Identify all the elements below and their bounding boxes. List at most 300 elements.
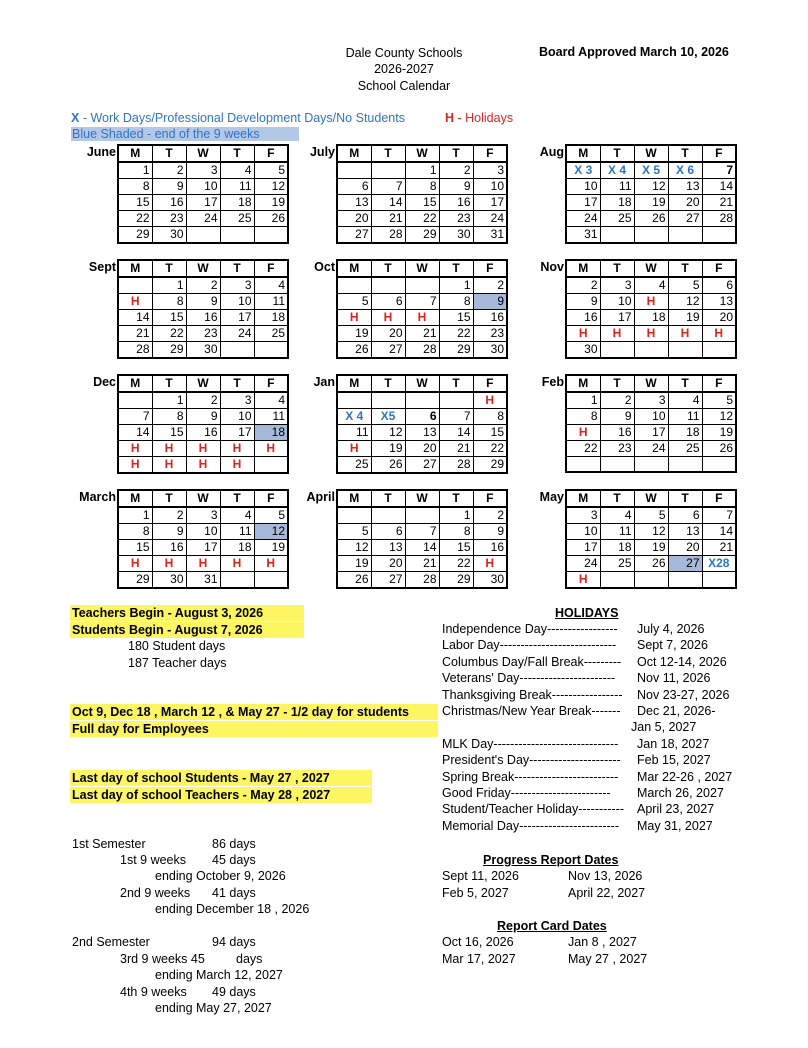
board-approved: Board Approved March 10, 2026 (539, 45, 729, 59)
semester1-label: 1st Semester (72, 837, 146, 851)
holiday-date: May 31, 2027 (637, 818, 713, 833)
day-cell: H (186, 556, 220, 572)
day-cell: 15 (439, 540, 473, 556)
weekday-header: W (405, 375, 439, 392)
day-cell: 14 (702, 524, 736, 540)
day-cell: H (186, 457, 220, 474)
weekday-header: M (118, 145, 152, 162)
day-cell (371, 277, 405, 294)
weekday-header: M (337, 375, 371, 392)
q4-label: 4th 9 weeks (120, 985, 187, 999)
month-table (336, 374, 508, 474)
day-cell (337, 277, 371, 294)
day-cell: 13 (668, 524, 702, 540)
weekday-header: T (220, 260, 254, 277)
day-cell: H (118, 457, 152, 474)
day-cell: 29 (152, 342, 186, 359)
day-cell: 19 (702, 425, 736, 441)
day-cell: 9 (186, 409, 220, 425)
holiday-date: July 4, 2026 (637, 622, 705, 636)
semester2-label: 2nd Semester (72, 935, 150, 949)
day-cell: 24 (186, 211, 220, 227)
day-cell: H (220, 457, 254, 474)
day-cell (220, 227, 254, 244)
day-cell: H (118, 294, 152, 310)
day-cell: H (152, 441, 186, 457)
day-cell: 21 (405, 556, 439, 572)
day-cell: 16 (473, 310, 507, 326)
day-cell: 29 (439, 572, 473, 589)
day-cell (220, 572, 254, 589)
weekday-header: M (566, 490, 600, 507)
day-cell: 28 (439, 457, 473, 474)
holiday-date: Dec 21, 2026- (637, 704, 716, 718)
weekday-header: T (668, 145, 702, 162)
weekday-header: T (220, 490, 254, 507)
day-cell (371, 392, 405, 409)
weekday-header: F (702, 375, 736, 392)
day-cell: 3 (473, 162, 507, 179)
day-cell: 21 (405, 326, 439, 342)
day-cell (634, 457, 668, 472)
day-cell: 30 (439, 227, 473, 244)
day-cell: 30 (473, 572, 507, 589)
day-cell: 21 (371, 211, 405, 227)
month-table (336, 144, 508, 244)
day-cell: 11 (220, 524, 254, 540)
day-cell (371, 507, 405, 524)
day-cell: 11 (600, 179, 634, 195)
day-cell: 26 (254, 211, 288, 227)
day-cell: 22 (152, 326, 186, 342)
weekday-header: F (473, 490, 507, 507)
day-cell: 16 (439, 195, 473, 211)
month-label: July (309, 145, 335, 159)
day-cell: 2 (186, 277, 220, 294)
day-cell: 29 (118, 227, 152, 244)
day-cell (371, 162, 405, 179)
weekday-header: F (254, 490, 288, 507)
weekday-header: M (337, 260, 371, 277)
day-cell: 12 (668, 294, 702, 310)
day-cell: 17 (566, 195, 600, 211)
day-cell: 5 (337, 524, 371, 540)
day-cell: 14 (439, 425, 473, 441)
day-cell (405, 277, 439, 294)
day-cell: 5 (702, 392, 736, 409)
day-cell: H (473, 556, 507, 572)
day-cell: 30 (152, 572, 186, 589)
holiday-name: MLK Day------------------------------ (442, 736, 619, 751)
holiday-name: Columbus Day/Fall Break--------- (442, 654, 622, 669)
day-cell: 25 (600, 211, 634, 227)
day-cell (600, 227, 634, 244)
day-cell: 22 (439, 556, 473, 572)
day-cell: 18 (254, 310, 288, 326)
day-cell: 17 (473, 195, 507, 211)
day-cell: 15 (152, 425, 186, 441)
day-cell: 19 (254, 540, 288, 556)
day-cell: 6 (371, 294, 405, 310)
day-cell: 3 (566, 507, 600, 524)
day-cell: H (337, 310, 371, 326)
weekday-header: T (600, 145, 634, 162)
day-cell: 25 (668, 441, 702, 457)
day-cell: 18 (634, 310, 668, 326)
day-cell (186, 227, 220, 244)
day-cell: 20 (371, 556, 405, 572)
weekday-header: M (566, 375, 600, 392)
day-cell: 26 (337, 572, 371, 589)
day-cell: H (371, 310, 405, 326)
day-cell: 3 (220, 392, 254, 409)
day-cell: 11 (668, 409, 702, 425)
weekday-header: T (668, 490, 702, 507)
day-cell: 25 (337, 457, 371, 474)
q2-days: 41 days (212, 886, 256, 900)
day-cell: 25 (220, 211, 254, 227)
day-cell: 7 (405, 524, 439, 540)
q3-end: ending March 12, 2027 (155, 968, 283, 982)
holiday-date: March 26, 2027 (637, 786, 724, 800)
day-cell: H (566, 425, 600, 441)
month-table (117, 374, 289, 474)
holiday-name: Memorial Day------------------------ (442, 818, 620, 833)
day-cell: 9 (473, 524, 507, 540)
legend-shaded: Blue Shaded - end of the 9 weeks (71, 127, 299, 141)
day-cell: 23 (473, 326, 507, 342)
day-cell: 24 (220, 326, 254, 342)
day-cell: H (566, 326, 600, 342)
weekday-header: T (371, 145, 405, 162)
holiday-name: Thanksgiving Break----------------- (442, 687, 623, 702)
day-cell (634, 572, 668, 589)
day-cell: 1 (566, 392, 600, 409)
day-cell (668, 227, 702, 244)
day-cell: 6 (668, 507, 702, 524)
month-table (565, 144, 737, 244)
day-cell: 8 (118, 524, 152, 540)
day-cell: H (186, 441, 220, 457)
day-cell: 9 (152, 179, 186, 195)
day-cell: X 5 (634, 162, 668, 179)
month-label: June (86, 145, 116, 159)
progress-date-1: Sept 11, 2026 (442, 869, 519, 883)
day-cell (668, 457, 702, 472)
last-day-students: Last day of school Students - May 27 , 2027 (70, 770, 372, 786)
day-cell: 30 (566, 342, 600, 359)
day-cell (118, 392, 152, 409)
day-cell: X 6 (668, 162, 702, 179)
day-cell (405, 392, 439, 409)
full-day-note: Full day for Employees (70, 721, 438, 737)
day-cell (702, 342, 736, 359)
day-cell: 17 (220, 425, 254, 441)
day-cell: 21 (702, 195, 736, 211)
day-cell: H (118, 556, 152, 572)
day-cell: 21 (702, 540, 736, 556)
day-cell: 29 (118, 572, 152, 589)
day-cell: 24 (566, 211, 600, 227)
weekday-header: T (371, 260, 405, 277)
day-cell: 17 (600, 310, 634, 326)
day-cell: 9 (473, 294, 507, 310)
month-label: Oct (314, 260, 335, 274)
day-cell: 1 (118, 162, 152, 179)
legend-h: H - Holidays (445, 111, 514, 125)
holiday-date: Feb 15, 2027 (637, 753, 711, 768)
day-cell: 8 (405, 179, 439, 195)
day-cell (600, 342, 634, 359)
day-cell: 26 (634, 211, 668, 227)
day-cell: 23 (439, 211, 473, 227)
day-cell: 29 (439, 342, 473, 359)
day-cell (702, 457, 736, 472)
day-cell: 30 (473, 342, 507, 359)
day-cell: 20 (668, 195, 702, 211)
teachers-begin: Teachers Begin - August 3, 2026 (70, 605, 304, 621)
day-cell: 4 (668, 392, 702, 409)
day-cell: 8 (152, 409, 186, 425)
day-cell (254, 342, 288, 359)
day-cell: 13 (337, 195, 371, 211)
day-cell: 25 (254, 326, 288, 342)
q3-label: 3rd 9 weeks 45 (120, 952, 205, 966)
day-cell: 20 (371, 326, 405, 342)
weekday-header: W (186, 490, 220, 507)
day-cell: 11 (254, 409, 288, 425)
day-cell: 17 (220, 310, 254, 326)
day-cell: 1 (118, 507, 152, 524)
students-begin: Students Begin - August 7, 2026 (70, 622, 304, 638)
day-cell: 19 (254, 195, 288, 211)
month-label: Dec (93, 375, 116, 389)
last-day-teachers: Last day of school Teachers - May 28 , 2027 (70, 787, 372, 803)
day-cell: 18 (600, 540, 634, 556)
weekday-header: W (405, 490, 439, 507)
day-cell: 3 (600, 277, 634, 294)
day-cell: 13 (668, 179, 702, 195)
month-label: Jan (313, 375, 335, 389)
month-label: Nov (540, 260, 564, 274)
day-cell: 5 (254, 162, 288, 179)
half-day-note: Oct 9, Dec 18 , March 12 , & May 27 - 1/2 day for students (70, 704, 438, 720)
teacher-days: 187 Teacher days (128, 656, 227, 670)
day-cell: 4 (254, 277, 288, 294)
day-cell: 2 (186, 392, 220, 409)
day-cell: 27 (371, 572, 405, 589)
day-cell: 20 (405, 441, 439, 457)
reportcard-date-3: Mar 17, 2027 (442, 952, 516, 966)
day-cell: 3 (634, 392, 668, 409)
day-cell: 27 (337, 227, 371, 244)
day-cell: 8 (566, 409, 600, 425)
q4-days: 49 days (212, 985, 256, 999)
day-cell: 16 (566, 310, 600, 326)
month-label: March (79, 490, 116, 504)
day-cell: 9 (152, 524, 186, 540)
day-cell: 8 (118, 179, 152, 195)
weekday-header: W (634, 260, 668, 277)
weekday-header: T (668, 375, 702, 392)
weekday-header: T (439, 260, 473, 277)
weekday-header: W (186, 145, 220, 162)
day-cell: 1 (439, 507, 473, 524)
weekday-header: F (473, 145, 507, 162)
month-table (336, 489, 508, 589)
holiday-name: Independence Day----------------- (442, 622, 618, 636)
day-cell: 12 (634, 179, 668, 195)
legend-x: X - Work Days/Professional Development Days/No Students (71, 111, 405, 125)
day-cell: 7 (371, 179, 405, 195)
day-cell: 10 (566, 179, 600, 195)
day-cell: 27 (668, 556, 702, 572)
day-cell: 1 (152, 392, 186, 409)
day-cell: 23 (152, 211, 186, 227)
day-cell: 28 (702, 211, 736, 227)
day-cell: 31 (473, 227, 507, 244)
day-cell: 3 (220, 277, 254, 294)
day-cell: 17 (186, 540, 220, 556)
weekday-header: F (702, 145, 736, 162)
day-cell: 13 (371, 540, 405, 556)
day-cell: 14 (702, 179, 736, 195)
day-cell (668, 342, 702, 359)
day-cell: 28 (405, 342, 439, 359)
day-cell: 1 (152, 277, 186, 294)
day-cell: H (337, 441, 371, 457)
day-cell: 2 (473, 277, 507, 294)
day-cell: 7 (702, 507, 736, 524)
day-cell: 1 (405, 162, 439, 179)
day-cell: X5 (371, 409, 405, 425)
holiday-name: Student/Teacher Holiday----------- (442, 802, 624, 817)
weekday-header: W (405, 145, 439, 162)
holiday-date: Nov 23-27, 2026 (637, 687, 730, 702)
day-cell: 9 (186, 294, 220, 310)
day-cell: 2 (473, 507, 507, 524)
reportcard-date-2: Jan 8 , 2027 (568, 935, 637, 949)
day-cell: H (152, 457, 186, 474)
day-cell: H (254, 556, 288, 572)
month-label: Sept (88, 260, 116, 274)
weekday-header: T (152, 145, 186, 162)
day-cell: 23 (186, 326, 220, 342)
day-cell: 16 (600, 425, 634, 441)
day-cell: 28 (371, 227, 405, 244)
day-cell: 10 (220, 409, 254, 425)
day-cell (118, 277, 152, 294)
day-cell: 20 (702, 310, 736, 326)
day-cell (634, 342, 668, 359)
day-cell: X 4 (337, 409, 371, 425)
day-cell: 29 (473, 457, 507, 474)
weekday-header: W (634, 375, 668, 392)
day-cell: 11 (600, 524, 634, 540)
weekday-header: M (118, 375, 152, 392)
day-cell: 12 (254, 524, 288, 540)
day-cell (702, 572, 736, 589)
day-cell: 19 (634, 540, 668, 556)
day-cell: 28 (405, 572, 439, 589)
reportcard-title: Report Card Dates (497, 919, 607, 933)
day-cell: 16 (473, 540, 507, 556)
day-cell (337, 392, 371, 409)
day-cell: 4 (254, 392, 288, 409)
day-cell: 26 (337, 342, 371, 359)
day-cell: 19 (337, 556, 371, 572)
day-cell: 5 (337, 294, 371, 310)
q2-end: ending December 18 , 2026 (155, 902, 310, 916)
day-cell: 18 (220, 195, 254, 211)
weekday-header: T (152, 260, 186, 277)
day-cell: 1 (439, 277, 473, 294)
reportcard-date-4: May 27 , 2027 (568, 952, 648, 966)
progress-date-4: April 22, 2027 (568, 886, 646, 900)
holiday-date: April 23, 2027 (637, 802, 715, 817)
district-name: Dale County Schools (345, 46, 463, 60)
day-cell: 10 (566, 524, 600, 540)
day-cell: 21 (439, 441, 473, 457)
holiday-date: Jan 18, 2027 (637, 736, 710, 751)
weekday-header: W (634, 490, 668, 507)
day-cell: 10 (634, 409, 668, 425)
day-cell: 11 (337, 425, 371, 441)
day-cell: 4 (634, 277, 668, 294)
weekday-header: F (254, 260, 288, 277)
weekday-header: T (220, 145, 254, 162)
q3-days: days (236, 952, 263, 966)
weekday-header: F (473, 260, 507, 277)
day-cell: H (473, 392, 507, 409)
day-cell: 22 (439, 326, 473, 342)
day-cell: 2 (600, 392, 634, 409)
weekday-header: T (439, 145, 473, 162)
holiday-name: Good Friday------------------------ (442, 786, 611, 800)
day-cell: 20 (337, 211, 371, 227)
day-cell: 2 (439, 162, 473, 179)
day-cell: 9 (439, 179, 473, 195)
day-cell: 6 (337, 179, 371, 195)
weekday-header: T (600, 490, 634, 507)
day-cell: 10 (473, 179, 507, 195)
holidays-title: HOLIDAYS (555, 606, 619, 620)
day-cell: 16 (152, 195, 186, 211)
weekday-header: T (220, 375, 254, 392)
day-cell: 25 (600, 556, 634, 572)
day-cell: X 4 (600, 162, 634, 179)
day-cell: 10 (600, 294, 634, 310)
day-cell: H (405, 310, 439, 326)
holiday-name: Labor Day---------------------------- (442, 638, 617, 653)
q1-days: 45 days (212, 853, 256, 867)
day-cell: 7 (702, 162, 736, 179)
day-cell: H (600, 326, 634, 342)
weekday-header: T (600, 260, 634, 277)
day-cell: 24 (634, 441, 668, 457)
day-cell: H (566, 572, 600, 589)
day-cell: 24 (566, 556, 600, 572)
day-cell: 19 (668, 310, 702, 326)
day-cell: 10 (186, 179, 220, 195)
day-cell: 31 (566, 227, 600, 244)
day-cell: 19 (337, 326, 371, 342)
day-cell: H (152, 556, 186, 572)
holiday-name: Veterans' Day----------------------- (442, 671, 616, 686)
day-cell: X 3 (566, 162, 600, 179)
month-label: Aug (539, 145, 564, 159)
day-cell: 26 (634, 556, 668, 572)
